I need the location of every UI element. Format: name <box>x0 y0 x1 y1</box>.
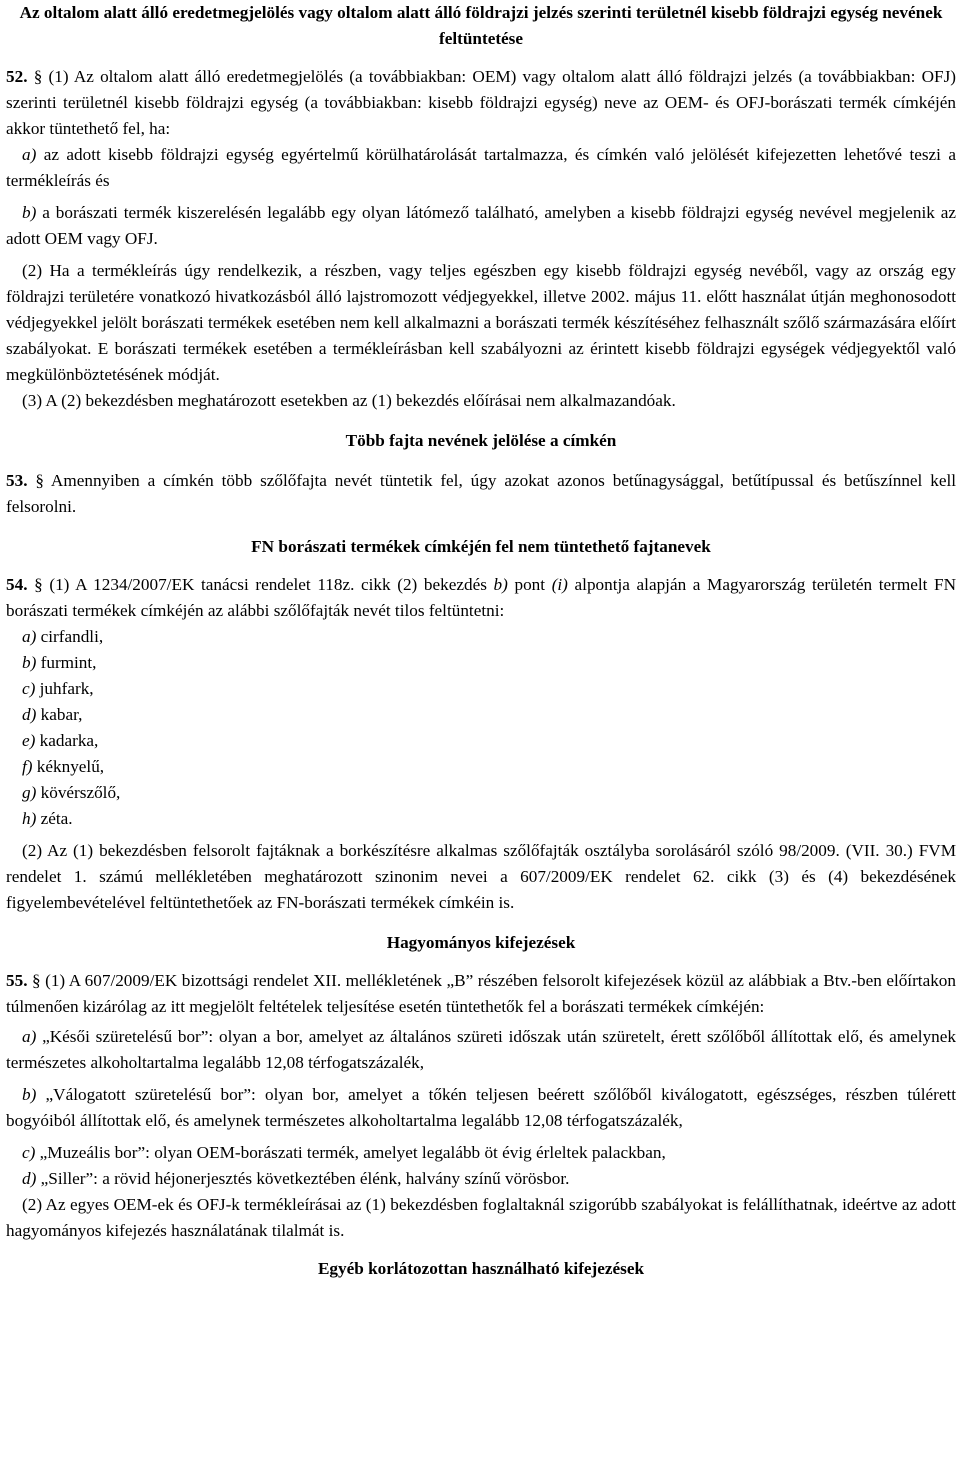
section-54-text-b: b) <box>493 575 508 594</box>
section-52-paragraph-3: (3) A (2) bekezdésben meghatározott esetekben az (1) bekezdés előírásai nem alkalmazandóak. <box>22 391 676 410</box>
section-53-paragraph <box>6 468 956 520</box>
list-item <box>6 1082 956 1134</box>
item-marker: a) <box>22 1027 37 1046</box>
list-item <box>6 702 956 728</box>
item-text: zéta. <box>36 809 73 828</box>
item-text: „Muzeális bor”: olyan OEM-borászati termék, amelyet legalább öt évig érleltek palackban, <box>35 1143 666 1162</box>
list-item <box>6 754 956 780</box>
item-text: juhfark, <box>35 679 94 698</box>
section-52-item-b <box>6 200 956 252</box>
item-text: „Késői szüretelésű bor”: olyan a bor, amelyet az általános szüreti időszak után szüretelt, érett szőlőből állítottak elő, és amelynek természetes alkoholtartalma legalább 12,08 térfogatszázalék, <box>6 1027 956 1072</box>
item-marker: d) <box>22 1169 37 1188</box>
list-item <box>6 624 956 650</box>
heading-traditional-terms: Hagyományos kifejezések <box>386 933 576 952</box>
item-marker: c) <box>22 1143 36 1162</box>
item-text: kadarka, <box>35 731 99 750</box>
heading-multiple-varieties: Több fajta nevének jelölése a címkén <box>345 431 617 450</box>
item-marker: b) <box>22 1085 37 1104</box>
item-text: a borászati termék kiszerelésén legalább egy olyan látómező található, amelyben a kisebb földrajzi egység nevével megjelenik az adott OEM vagy OFJ. <box>6 203 956 248</box>
variety-list <box>6 624 956 832</box>
section-54-text-d: (i) <box>551 575 568 594</box>
heading-other-restricted-terms: Egyéb korlátozottan használható kifejezések <box>317 1259 645 1278</box>
list-item <box>6 676 956 702</box>
item-marker: e) <box>22 731 36 750</box>
item-text: kéknyelű, <box>32 757 105 776</box>
list-item <box>6 728 956 754</box>
item-text: cirfandli, <box>36 627 104 646</box>
list-item <box>6 806 956 832</box>
item-text: kabar, <box>36 705 83 724</box>
document-page <box>6 0 956 1282</box>
list-item <box>6 650 956 676</box>
section-55-number: 55. <box>6 971 28 990</box>
section-54-paragraph-2: (2) Az (1) bekezdésben felsorolt fajtáknak a borkészítésre alkalmas szőlőfajták osztályba sorolásáról szóló 98/2009. (VII. 30.) FVM rendelet 1. számú mellékletében meghatározott szinonim nevei a 607/2009/EK rendelet 62. cikk (3) és (4) bekezdésének figyelembevételével feltüntethetőek az FN-borászati termékek címkéin is. <box>6 841 956 912</box>
section-54-paragraph-1 <box>6 572 956 624</box>
item-text: kövérszőlő, <box>36 783 121 802</box>
heading-fn-variety-names: FN borászati termékek címkéjén fel nem tüntethető fajtanevek <box>251 537 711 556</box>
section-55-paragraph-1 <box>6 968 956 1020</box>
item-marker: h) <box>22 809 37 828</box>
list-item <box>6 1024 956 1076</box>
section-53-number: 53. <box>6 471 28 490</box>
list-item <box>6 1166 956 1192</box>
section-55-paragraph-2: (2) Az egyes OEM-ek és OFJ-k termékleírásai az (1) bekezdésben foglaltaknál szigorúbb szabályokat is felállíthatnak, ideértve az adott hagyományos kifejezés használatának tilalmát is. <box>6 1195 956 1240</box>
item-marker: c) <box>22 679 36 698</box>
item-marker: b) <box>22 203 37 222</box>
item-marker: f) <box>22 757 33 776</box>
item-marker: b) <box>22 653 37 672</box>
section-52-number: 52. <box>6 67 28 86</box>
heading-oem-ofj-smaller-unit: Az oltalom alatt álló eredetmegjelölés vagy oltalom alatt álló földrajzi jelzés szerinti területnél kisebb földrajzi egység nevének feltüntetése <box>19 3 943 48</box>
item-marker: g) <box>22 783 37 802</box>
item-marker: a) <box>22 145 37 164</box>
section-54-text-e: alpontja alapján a Magyarország területén termelt FN borászati termékek címkéjén az alábbi szőlőfajták nevét tilos feltüntetni: <box>6 575 957 620</box>
section-52-paragraph-1 <box>6 64 956 142</box>
section-52-item-a <box>6 142 956 194</box>
section-54-number: 54. <box>6 575 28 594</box>
item-marker: a) <box>22 627 37 646</box>
section-54-text-c: pont <box>507 575 552 594</box>
section-52-text-1: § (1) Az oltalom alatt álló eredetmegjelölés (a továbbiakban: OEM) vagy oltalom alatt álló földrajzi jelzés (a továbbiakban: OFJ) szerinti területnél kisebb földrajzi egység (a továbbiakban: kisebb földrajzi egység) neve az OEM- és OFJ-borászati termék címkéjén akkor tüntethető fel, ha: <box>6 67 956 138</box>
section-54-text-a: § (1) A 1234/2007/EK tanácsi rendelet 118z. cikk (2) bekezdés <box>34 575 494 594</box>
list-item <box>6 1140 956 1166</box>
item-marker: d) <box>22 705 37 724</box>
section-55-text: § (1) A 607/2009/EK bizottsági rendelet XII. mellékletének „B” részében felsorolt kifejezések közül az alábbiak a Btv.-ben előírtakon túlmenően kizárólag az itt megjelölt feltételek teljesítése esetén tüntethetők fel a borászati termékek címkéjén: <box>6 971 956 1016</box>
section-52-paragraph-2: (2) Ha a termékleírás úgy rendelkezik, a részben, vagy teljes egészben egy kisebb földrajzi egység nevéből, vagy az ország egy földrajzi területére vonatkozó hivatkozásból álló lajstromozott védjegyekkel, illetve 2002. május 11. előtt használat útján meghonosodott védjegyekkel jelölt borászati termékek esetében nem kell alkalmazni a borászati termék készítéséhez felhasznált szőlő származására előírt szabályokat. E borászati termékek esetében a termékleírásban kell szabályozni az érintett kisebb földrajzi egységek védjegyektől való megkülönböztetésének módját. <box>6 261 956 384</box>
item-text: „Válogatott szüretelésű bor”: olyan bor, amelyet a tőkén teljesen beérett szőlőből kiválogatott, egészséges, részben túlérett bogyóiból állítottak elő, és amelynek természetes alkoholtartalma legalább 12,08 térfogatszázalék, <box>6 1085 956 1130</box>
list-item <box>6 780 956 806</box>
item-text: furmint, <box>36 653 97 672</box>
section-53-text: § Amennyiben a címkén több szőlőfajta nevét tüntetik fel, úgy azokat azonos betűnagysággal, betűtípussal és betűszínnel kell felsorolni. <box>6 471 956 516</box>
item-text: „Siller”: a rövid héjonerjesztés következtében élénk, halvány színű vörösbor. <box>36 1169 570 1188</box>
item-text: az adott kisebb földrajzi egység egyértelmű körülhatárolását tartalmazza, és címkén való jelölését kifejezetten lehetővé teszi a termékleírás és <box>6 145 956 190</box>
